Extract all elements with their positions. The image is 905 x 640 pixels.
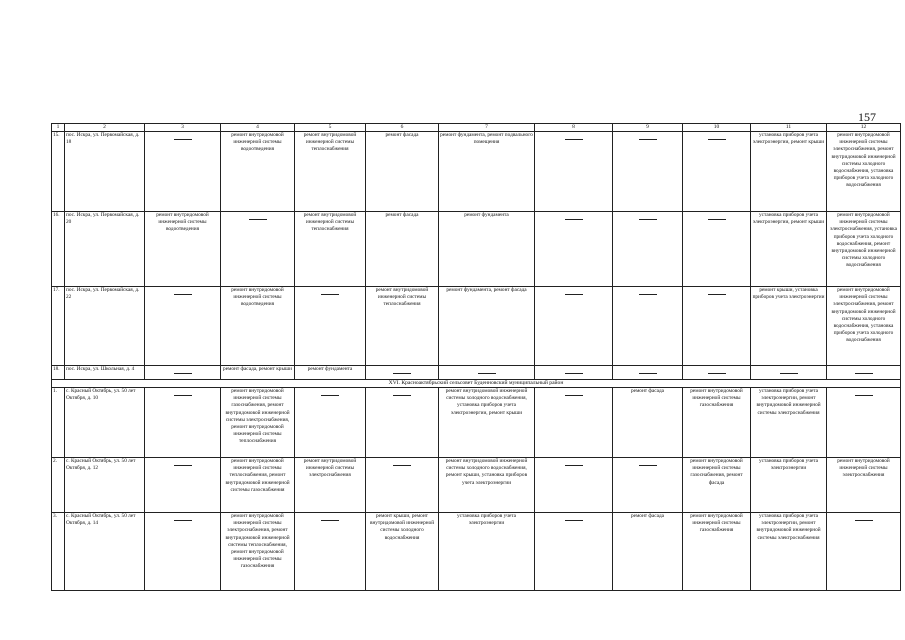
dash-line [321,294,339,295]
table-row [52,458,901,513]
empty-dash-cell [295,513,366,591]
empty-dash-cell [145,366,221,380]
dash-line [393,395,411,396]
work-description-cell: ремонт крыши, установка приборов учета электроэнергии [751,287,827,366]
empty-dash-cell [145,513,221,591]
column-number: 10 [683,124,751,132]
dash-line [639,294,657,295]
table-row [52,366,901,380]
empty-dash-cell [439,366,535,380]
work-description-cell: установка приборов учета электроэнергии [439,513,535,591]
empty-dash-cell [145,287,221,366]
empty-dash-cell [145,458,221,513]
dash-line [855,373,873,374]
address-cell: с. Красный Октябрь, ул. 50 лет Октября, д. 10 [65,388,145,458]
dash-line [393,373,411,374]
dash-line [639,373,657,374]
empty-dash-cell [366,366,439,380]
work-description-cell: ремонт фасада [366,132,439,212]
table-row [52,132,901,212]
work-description-cell: ремонт фундамента, ремонт фасада [439,287,535,366]
work-description-cell: ремонт фасада [366,212,439,287]
dash-line [565,395,583,396]
work-description-cell: ремонт фасада [613,513,683,591]
dash-line [565,219,583,220]
table-row [52,513,901,591]
work-description-cell: ремонт крыши, ремонт внутридомовой инженерной системы холодного водоснабжения [366,513,439,591]
empty-dash-cell [535,132,613,212]
dash-line [174,395,192,396]
empty-dash-cell [366,458,439,513]
work-description-cell: установка приборов учета электроэнергии, ремонт внутридомовой инженерной системы электроснабжения [751,388,827,458]
dash-line [855,395,873,396]
row-number: 2. [52,458,65,513]
work-description-cell: ремонт внутридомовой инженерной системы теплоснабжения [366,287,439,366]
table-row [52,212,901,287]
work-description-cell: ремонт внутридомовой инженерной системы электроснабжения, ремонт внутридомовой инженерной системы теплоснабжения, ремонт внутридомовой инженерной системы газоснабжения [221,513,295,591]
empty-dash-cell [366,388,439,458]
work-description-cell: ремонт внутридомовой инженерной системы водоотведения [145,212,221,287]
table-body [52,124,901,591]
work-description-cell: ремонт внутридомовой инженерной системы водоотведения [221,132,295,212]
dash-line [174,520,192,521]
dash-line [174,373,192,374]
table-row [52,287,901,366]
work-description-cell: ремонт внутридомовой инженерной системы газоснабжения, ремонт внутридомовой инженерной системы электроснабжения, ремонт внутридомовой инженерной системы теплоснабжения [221,388,295,458]
work-description-cell: ремонт фасада [613,388,683,458]
dash-line [565,139,583,140]
work-description-cell: ремонт внутридомовой инженерной системы газоснабжения [683,513,751,591]
empty-dash-cell [827,366,901,380]
work-description-cell: установка приборов учета электроэнергии, ремонт крыши [751,132,827,212]
address-cell: с. Красный Октябрь, ул. 50 лет Октября, д. 14 [65,513,145,591]
empty-dash-cell [295,388,366,458]
empty-dash-cell [295,287,366,366]
dash-line [708,373,726,374]
column-number: 7 [439,124,535,132]
empty-dash-cell [683,212,751,287]
section-heading-row [52,380,901,388]
dash-line [321,395,339,396]
work-description-cell: установка приборов учета электроэнергии [751,458,827,513]
work-description-cell: ремонт внутридомовой инженерной системы теплоснабжения [295,212,366,287]
dash-line [708,219,726,220]
row-number: 17. [52,287,65,366]
dash-line [639,465,657,466]
work-description-cell: ремонт внутридомовой инженерной системы газоснабжения [683,388,751,458]
work-description-cell: ремонт внутридомовой инженерной системы холодного водоснабжения, ремонт крыши, установка приборов учета электроэнергии [439,458,535,513]
column-number: 5 [295,124,366,132]
work-description-cell: ремонт внутридомовой инженерной системы газоснабжения, ремонт фасада [683,458,751,513]
column-number-header [52,124,901,132]
address-cell: пос. Искра, ул. Первомайская, д. 18 [65,132,145,212]
dash-line [174,465,192,466]
address-cell: пос. Искра, ул. Первомайская, д. 22 [65,287,145,366]
column-number: 2 [65,124,145,132]
address-cell: пос. Искра, ул. Первомайская, д. 20 [65,212,145,287]
work-description-cell: установка приборов учета электроэнергии, ремонт внутридомовой инженерной системы электроснабжения [751,513,827,591]
dash-line [249,219,267,220]
work-description-cell: установка приборов учета электроэнергии, ремонт крыши [751,212,827,287]
empty-dash-cell [683,132,751,212]
dash-line [174,294,192,295]
work-description-cell: ремонт внутридомовой инженерной системы электроснабжения [827,458,901,513]
address-cell: пос. Искра, ул. Школьная, д. 4 [65,366,145,380]
empty-dash-cell [827,388,901,458]
work-description-cell: ремонт внутридомовой инженерной системы теплоснабжения [295,132,366,212]
dash-line [855,520,873,521]
table-row [52,388,901,458]
row-number: 3. [52,513,65,591]
row-number: 1. [52,388,65,458]
page-number: 157 [858,110,876,124]
work-description-cell: ремонт внутридомовой инженерной системы водоотведения [221,287,295,366]
work-description-cell: ремонт внутридомовой инженерной системы электроснабжения [295,458,366,513]
empty-dash-cell [145,132,221,212]
dash-line [393,465,411,466]
dash-line [478,373,496,374]
row-number: 15. [52,132,65,212]
column-number: 6 [366,124,439,132]
repair-schedule-table [51,123,901,591]
section-title: XVI. Красноактябрьский сельсовет Буденновский муниципальный район [52,380,901,388]
empty-dash-cell [613,287,683,366]
column-number: 1 [52,124,65,132]
empty-dash-cell [751,366,827,380]
empty-dash-cell [827,513,901,591]
dash-line [708,139,726,140]
row-number: 16. [52,212,65,287]
empty-dash-cell [145,388,221,458]
empty-dash-cell [683,366,751,380]
column-number: 11 [751,124,827,132]
dash-line [321,520,339,521]
empty-dash-cell [535,458,613,513]
empty-dash-cell [535,287,613,366]
column-number: 12 [827,124,901,132]
dash-line [639,219,657,220]
dash-line [639,139,657,140]
work-description-cell: ремонт внутридомовой инженерной системы холодного водоснабжения, установка приборов учета электроэнергии, ремонт крыши [439,388,535,458]
work-description-cell: ремонт фундамента [295,366,366,380]
empty-dash-cell [221,212,295,287]
empty-dash-cell [613,366,683,380]
empty-dash-cell [535,388,613,458]
dash-line [565,465,583,466]
work-description-cell: ремонт внутридомовой инженерной системы электроснабжения, ремонт внутридомовой инженерной системы холодного водоснабжения, установка приборов учета холодного водоснабжения [827,287,901,366]
empty-dash-cell [535,513,613,591]
work-description-cell: ремонт фасада, ремонт крыши [221,366,295,380]
empty-dash-cell [535,366,613,380]
work-description-cell: ремонт фундамента, ремонт подвального помещения [439,132,535,212]
dash-line [565,520,583,521]
dash-line [780,373,798,374]
dash-line [174,139,192,140]
empty-dash-cell [613,132,683,212]
work-description-cell: ремонт внутридомовой инженерной системы электроснабжения, установка приборов учета холодного водоснабжения, ремонт внутридомовой инженерной системы холодного водоснабжения [827,212,901,287]
column-number: 9 [613,124,683,132]
empty-dash-cell [535,212,613,287]
dash-line [565,294,583,295]
column-number: 4 [221,124,295,132]
empty-dash-cell [683,287,751,366]
column-number: 3 [145,124,221,132]
address-cell: с. Красный Октябрь, ул. 50 лет Октября, д. 12 [65,458,145,513]
empty-dash-cell [613,212,683,287]
work-description-cell: ремонт внутридомовой инженерной системы теплоснабжения, ремонт внутридомовой инженерной системы газоснабжения [221,458,295,513]
row-number: 18. [52,366,65,380]
empty-dash-cell [613,458,683,513]
work-description-cell: ремонт внутридомовой инженерной системы электроснабжения, ремонт внутридомовой инженерной системы холодного водоснабжения, установка приборов учета холодного водоснабжения [827,132,901,212]
dash-line [708,294,726,295]
dash-line [565,373,583,374]
work-description-cell: ремонт фундамента [439,212,535,287]
column-number: 8 [535,124,613,132]
